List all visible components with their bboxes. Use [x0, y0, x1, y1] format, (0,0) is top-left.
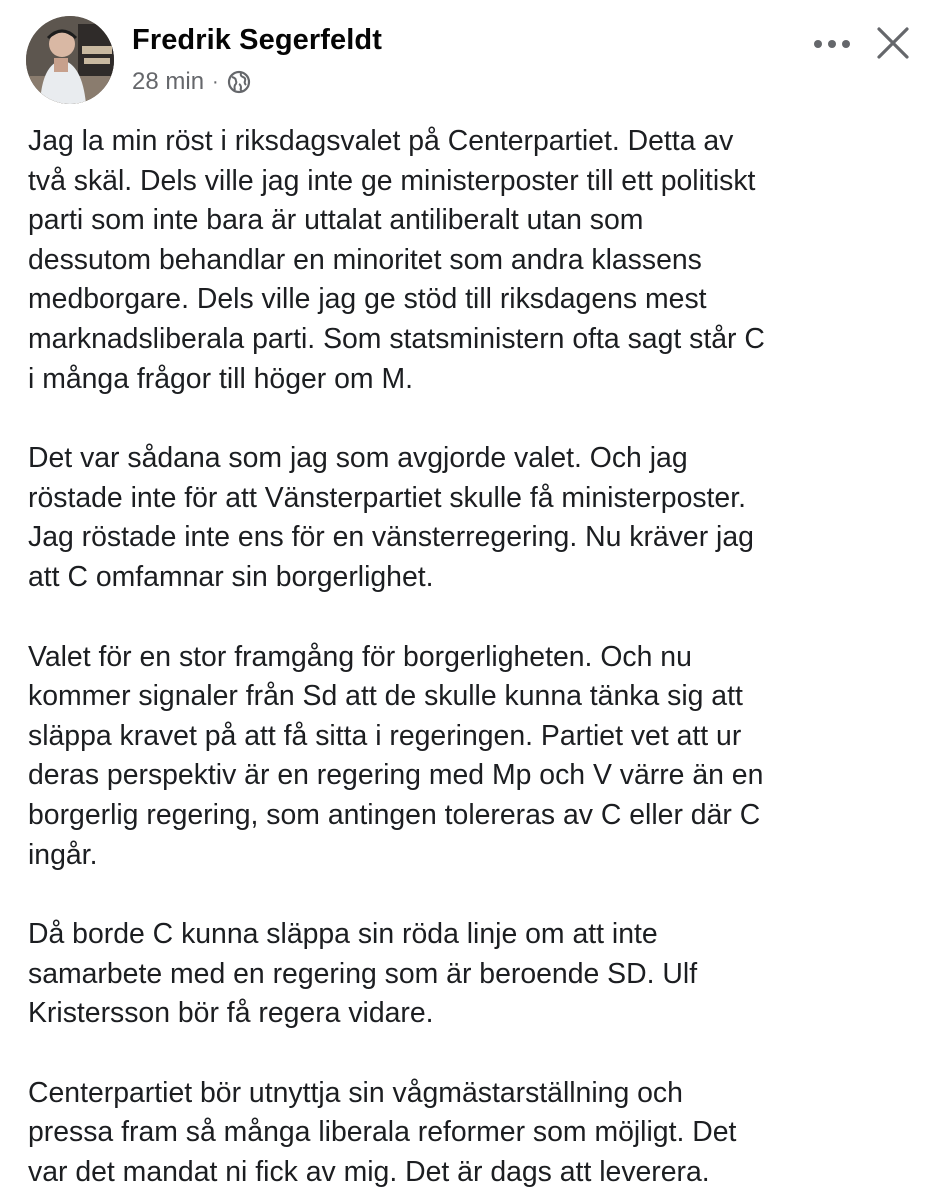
- avatar-image: [26, 16, 114, 104]
- close-icon: [876, 26, 910, 60]
- post-time[interactable]: 28 min: [132, 68, 205, 95]
- more-options-button[interactable]: [808, 24, 856, 64]
- post-paragraph-3: Valet för en stor framgång för borgerligheten. Och nu kommer signaler från Sd att de skulle kunna tänka sig att släppa kravet på att få sitta i regeringen. Partiet vet att ur deras perspektiv är en regering med Mp och V värre än en borgerlig regering, som antingen tolereras av C eller där C ingår.: [28, 640, 764, 871]
- meta-separator: ·: [212, 70, 219, 93]
- avatar[interactable]: [26, 16, 114, 104]
- post-paragraph-4: Då borde C kunna släppa sin röda linje om att inte samarbete med en regering som är beroende SD. Ulf Kristersson bör få regera vidare.: [28, 918, 698, 1030]
- close-button[interactable]: [870, 20, 916, 66]
- post-header: [26, 16, 916, 106]
- more-horizontal-icon: [812, 38, 852, 50]
- author-name[interactable]: Fredrik Segerfeldt: [132, 24, 382, 56]
- post-paragraph-2: Det var sådana som jag som avgjorde valet. Och jag röstade inte för att Vänsterpartiet skulle få ministerposter. Jag röstade inte ens för en vänsterregering. Nu kräver jag att C omfamnar sin borgerlighet.: [28, 442, 754, 593]
- globe-icon[interactable]: [227, 70, 251, 94]
- post-paragraph-5: Centerpartiet bör utnyttja sin vågmästarställning och pressa fram så många liberala reformer som möjligt. Det var det mandat ni fick av mig. Det är dags att leverera.: [28, 1076, 737, 1189]
- post-meta: [132, 68, 251, 96]
- post-body: [28, 122, 918, 1200]
- post-paragraph-1: Jag la min röst i riksdagsvalet på Centerpartiet. Detta av två skäl. Dels ville jag inte ge ministerposter till ett politiskt parti som inte bara är uttalat antiliberalt utan som dessutom behandlar en minoritet som andra klassens medborgare. Dels ville jag ge stöd till riksdagens mest marknadsliberala parti. Som statsministern ofta sagt står C i många frågor till höger om M.: [28, 125, 765, 395]
